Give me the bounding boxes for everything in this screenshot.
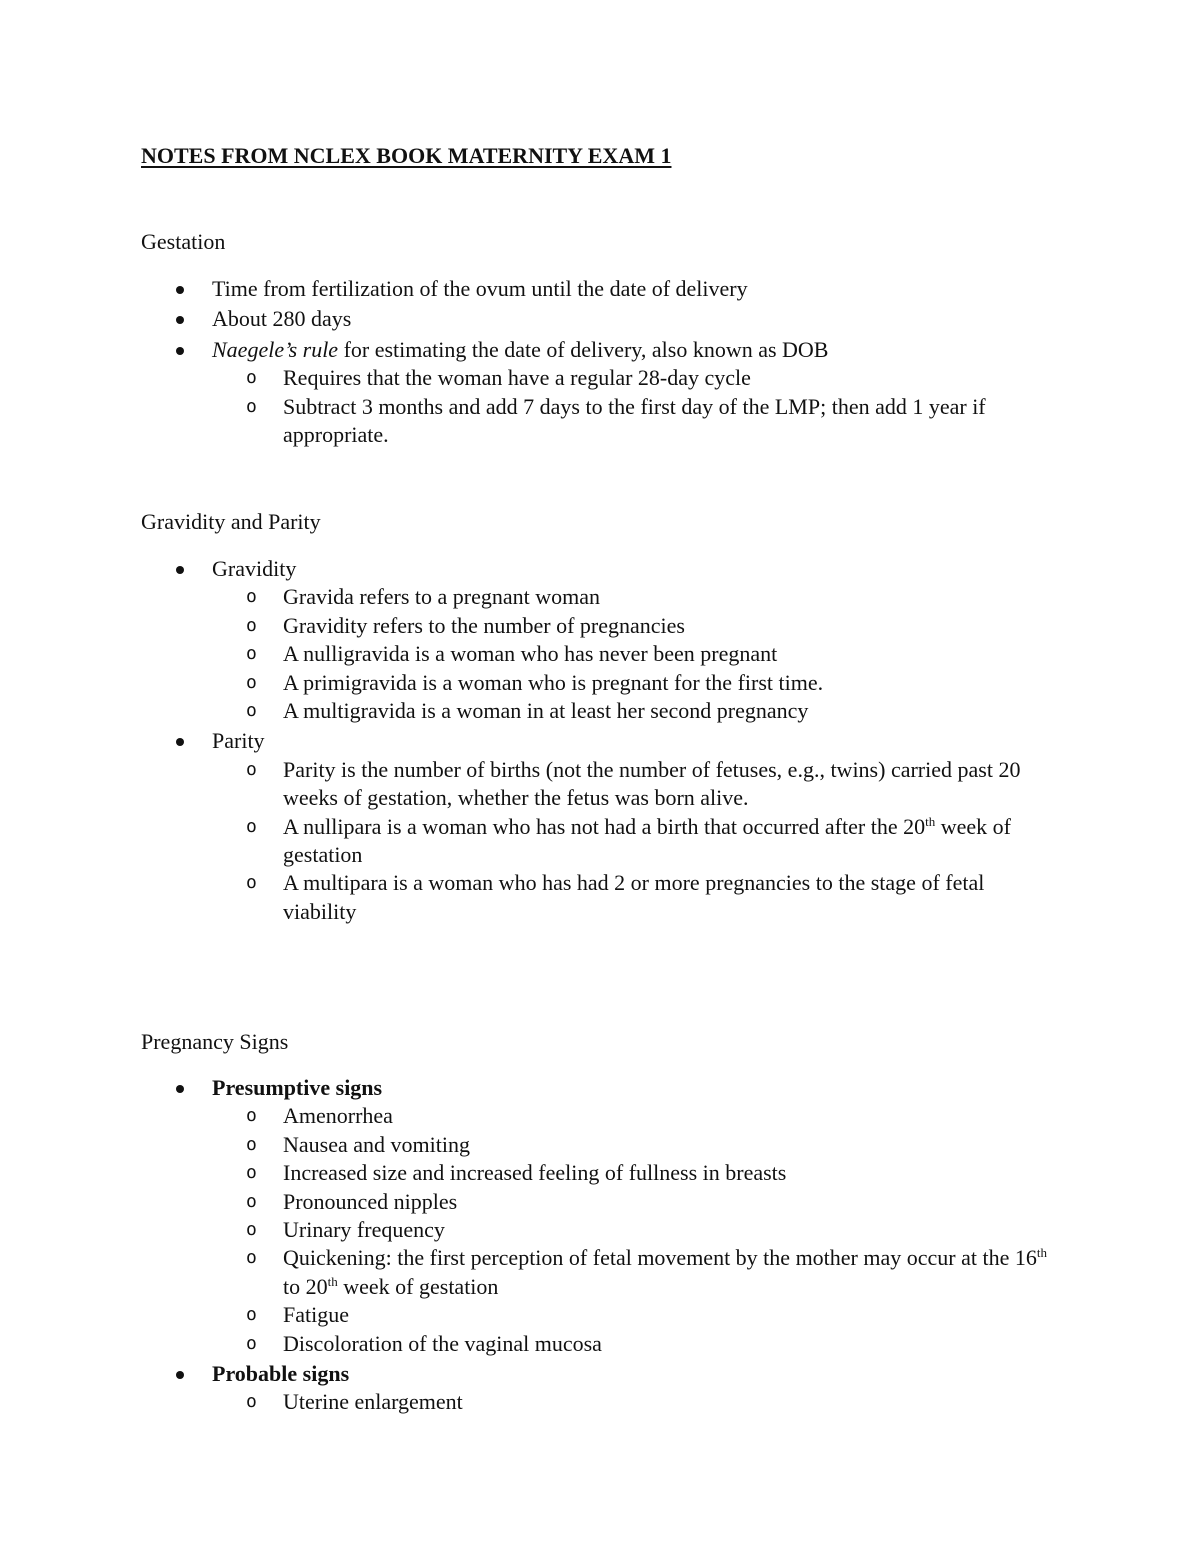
probable-sublist xyxy=(212,1388,1060,1416)
sub-list-item: o Pronounced nipples xyxy=(0,1188,1060,1216)
sub-list-item: o Gravidity refers to the number of pregnancies xyxy=(0,612,1060,640)
sub-list-text: week of gestation xyxy=(283,813,1011,868)
sub-list-item xyxy=(0,1244,1060,1301)
list-item-presumptive xyxy=(0,1074,1060,1358)
presumptive-sublist xyxy=(212,1102,1060,1358)
naegeles-rule-sublist xyxy=(212,364,1060,449)
list-item-label: Gravidity xyxy=(212,556,297,581)
list-item-text: for estimating the date of delivery, also known as DOB xyxy=(338,336,829,362)
list-item-label: Presumptive signs xyxy=(212,1075,383,1100)
sub-list-item: o Uterine enlargement xyxy=(0,1388,1060,1416)
parity-sublist xyxy=(212,756,1060,926)
ordinal-suffix: th xyxy=(1036,1245,1047,1261)
gestation-list xyxy=(0,275,1060,449)
sub-list-item: o Fatigue xyxy=(0,1301,1060,1329)
sub-list-item: o A multigravida is a woman in at least her second pregnancy xyxy=(0,697,1060,725)
pregnancy-signs-list xyxy=(0,1074,1060,1417)
section-heading-gravidity-parity: Gravidity and Parity xyxy=(141,509,321,534)
sub-list-item: o A multipara is a woman who has had 2 or more pregnancies to the stage of fetal viability xyxy=(0,869,1060,926)
ordinal-suffix: th xyxy=(925,813,936,829)
sub-list-item: o Subtract 3 months and add 7 days to the first day of the LMP; then add 1 year if appropriate. xyxy=(0,393,1060,450)
section-heading-gestation: Gestation xyxy=(141,229,226,254)
list-item-probable xyxy=(0,1360,1060,1417)
sub-list-item: o Requires that the woman have a regular 28-day cycle xyxy=(0,364,1060,392)
sub-list-text: to 20 xyxy=(283,1273,328,1299)
sub-list-item: o Discoloration of the vaginal mucosa xyxy=(0,1330,1060,1358)
list-item-label: Parity xyxy=(212,728,265,754)
sub-list-item: o Gravida refers to a pregnant woman xyxy=(0,583,1060,611)
list-item xyxy=(0,336,1060,450)
sub-list-text: A nullipara is a woman who has not had a birth that occurred after the 20 xyxy=(283,813,926,839)
sub-list-item: o Nausea and vomiting xyxy=(0,1131,1060,1159)
sub-list-text: Quickening: the first perception of fetal movement by the mother may occur at the 16 xyxy=(283,1245,1037,1271)
list-item-parity xyxy=(0,727,1060,926)
list-item-label: Probable signs xyxy=(212,1361,350,1387)
sub-list-item: o Increased size and increased feeling of fullness in breasts xyxy=(0,1159,1060,1187)
naegeles-rule-term: Naegele’s rule xyxy=(212,336,339,362)
sub-list-item: o A primigravida is a woman who is pregnant for the first time. xyxy=(0,669,1060,697)
list-item-gravidity xyxy=(0,555,1060,725)
section-heading-pregnancy-signs: Pregnancy Signs xyxy=(141,1029,289,1054)
sub-list-item: o Amenorrhea xyxy=(0,1102,1060,1130)
sub-list-item xyxy=(0,813,1060,870)
document-title: NOTES FROM NCLEX BOOK MATERNITY EXAM 1 xyxy=(141,143,672,168)
gravidity-sublist xyxy=(212,583,1060,725)
sub-list-item: o Urinary frequency xyxy=(0,1216,1060,1244)
ordinal-suffix: th xyxy=(327,1273,338,1289)
gravidity-parity-list xyxy=(0,555,1060,926)
list-item: About 280 days xyxy=(0,305,1060,333)
sub-list-item: o A nulligravida is a woman who has never been pregnant xyxy=(0,640,1060,668)
sub-list-text: week of gestation xyxy=(337,1273,499,1299)
sub-list-item: o Parity is the number of births (not the number of fetuses, e.g., twins) carried past 20 weeks of gestation, whether the fetus was born alive. xyxy=(0,756,1060,813)
list-item: Time from fertilization of the ovum until the date of delivery xyxy=(0,275,1060,303)
